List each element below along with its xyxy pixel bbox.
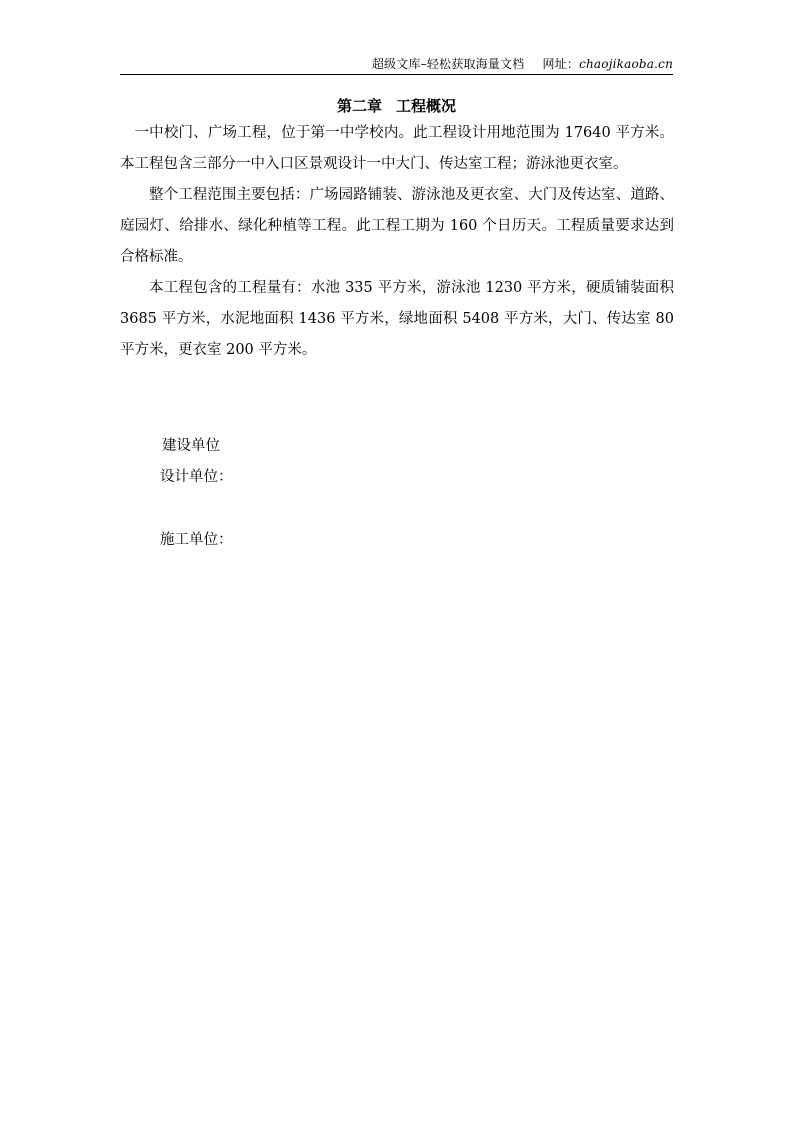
header-text [372, 57, 673, 71]
chapter-title [0, 96, 793, 116]
chapter-name: 工程概况 [396, 97, 457, 115]
construction-unit-label: 建设单位 [162, 438, 220, 454]
paragraph-scope: 整个工程范围主要包括：广场园路铺装、游泳池及更衣室、大门及传达室、道路、庭园灯、给排水、绿化种植等工程。此工程工期为 160 个日历天。工程质量要求达到合格标准。 [120, 187, 674, 265]
document-body [120, 118, 674, 366]
header-url-label: 网址： [542, 57, 580, 71]
builder-unit-label: 施工单位： [160, 532, 233, 548]
header-site-text: 超级文库–轻松获取海量文档 [371, 57, 525, 71]
header-url: chaojikaoba.cn [579, 57, 673, 71]
page-header [120, 56, 673, 75]
chapter-number: 第二章 [336, 97, 382, 115]
paragraph-overview: 一中校门、广场工程，位于第一中学校内。此工程设计用地范围为 17640 平方米。本工程包含三部分一中入口区景观设计一中大门、传达室工程；游泳池更衣室。 [120, 125, 674, 172]
paragraph-quantities: 本工程包含的工程量有：水池 335 平方米，游泳池 1230 平方米，硬质铺装面积 3685 平方米，水泥地面积 1436 平方米，绿地面积 5408 平方米，大门、传达室 80 平方米，更衣室 200 平方米。 [120, 280, 674, 358]
design-unit-label: 设计单位： [160, 469, 233, 485]
